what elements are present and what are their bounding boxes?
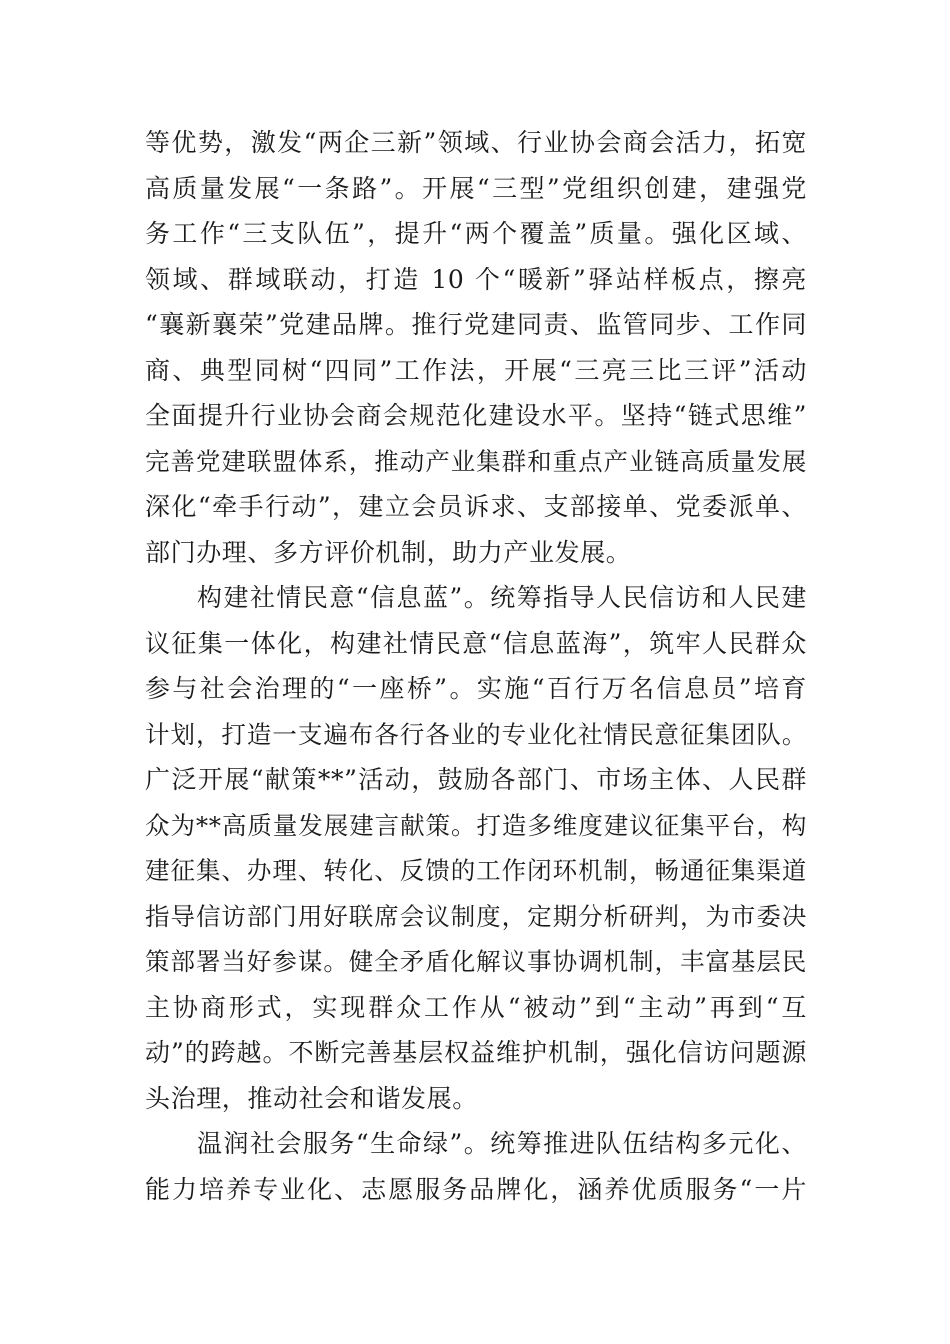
text-line: 深化“牵手行动”，建立会员诉求、支部接单、党委派单、 bbox=[145, 492, 807, 521]
text-line: 计划，打造一支遍布各行各业的专业化社情民意征集团队。 bbox=[145, 719, 807, 749]
text-line: 领域、群域联动，打造 10 个“暖新”驿站样板点，擦亮 bbox=[145, 264, 807, 294]
body-text bbox=[145, 120, 807, 1212]
text-line: 能力培养专业化、志愿服务品牌化，涵养优质服务“一片 bbox=[145, 1174, 807, 1204]
text-line: 策部署当好参谋。健全矛盾化解议事协调机制，丰富基层民 bbox=[145, 947, 807, 976]
text-line: “襄新襄荣”党建品牌。推行党建同责、监管同步、工作同 bbox=[145, 310, 807, 339]
text-line: 众为**高质量发展建言献策。打造多维度建议征集平台，构 bbox=[145, 810, 807, 840]
text-line: 动”的跨越。不断完善基层权益维护机制，强化信访问题源 bbox=[145, 1038, 807, 1067]
text-line: 务工作“三支队伍”，提升“两个覆盖”质量。强化区域、 bbox=[145, 219, 807, 248]
text-line: 指导信访部门用好联席会议制度，定期分析研判，为市委决 bbox=[145, 901, 807, 931]
text-line: 全面提升行业协会商会规范化建设水平。坚持“链式思维” bbox=[145, 401, 807, 430]
text-line: 高质量发展“一条路”。开展“三型”党组织创建，建强党 bbox=[145, 173, 807, 203]
text-line: 主协商形式，实现群众工作从“被动”到“主动”再到“互 bbox=[145, 992, 807, 1022]
text-line: 广泛开展“献策**”活动，鼓励各部门、市场主体、人民群 bbox=[145, 765, 807, 794]
text-line: 参与社会治理的“一座桥”。实施“百行万名信息员”培育 bbox=[145, 674, 807, 703]
text-line: 商、典型同树“四同”工作法，开展“三亮三比三评”活动 bbox=[145, 355, 807, 385]
text-line: 等优势，激发“两企三新”领域、行业协会商会活力，拓宽 bbox=[145, 128, 807, 157]
text-line: 构建社情民意“信息蓝”。统筹指导人民信访和人民建 bbox=[197, 583, 807, 612]
text-line: 头治理，推动社会和谐发展。 bbox=[145, 1083, 478, 1113]
text-line: 议征集一体化，构建社情民意“信息蓝海”，筑牢人民群众 bbox=[145, 628, 807, 658]
text-line: 温润社会服务“生命绿”。统筹推进队伍结构多元化、 bbox=[197, 1129, 807, 1158]
text-line: 完善党建联盟体系，推动产业集群和重点产业链高质量发展 bbox=[145, 446, 807, 476]
text-line: 部门办理、多方评价机制，助力产业发展。 bbox=[145, 537, 632, 567]
text-line: 建征集、办理、转化、反馈的工作闭环机制，畅通征集渠道 bbox=[145, 856, 807, 885]
